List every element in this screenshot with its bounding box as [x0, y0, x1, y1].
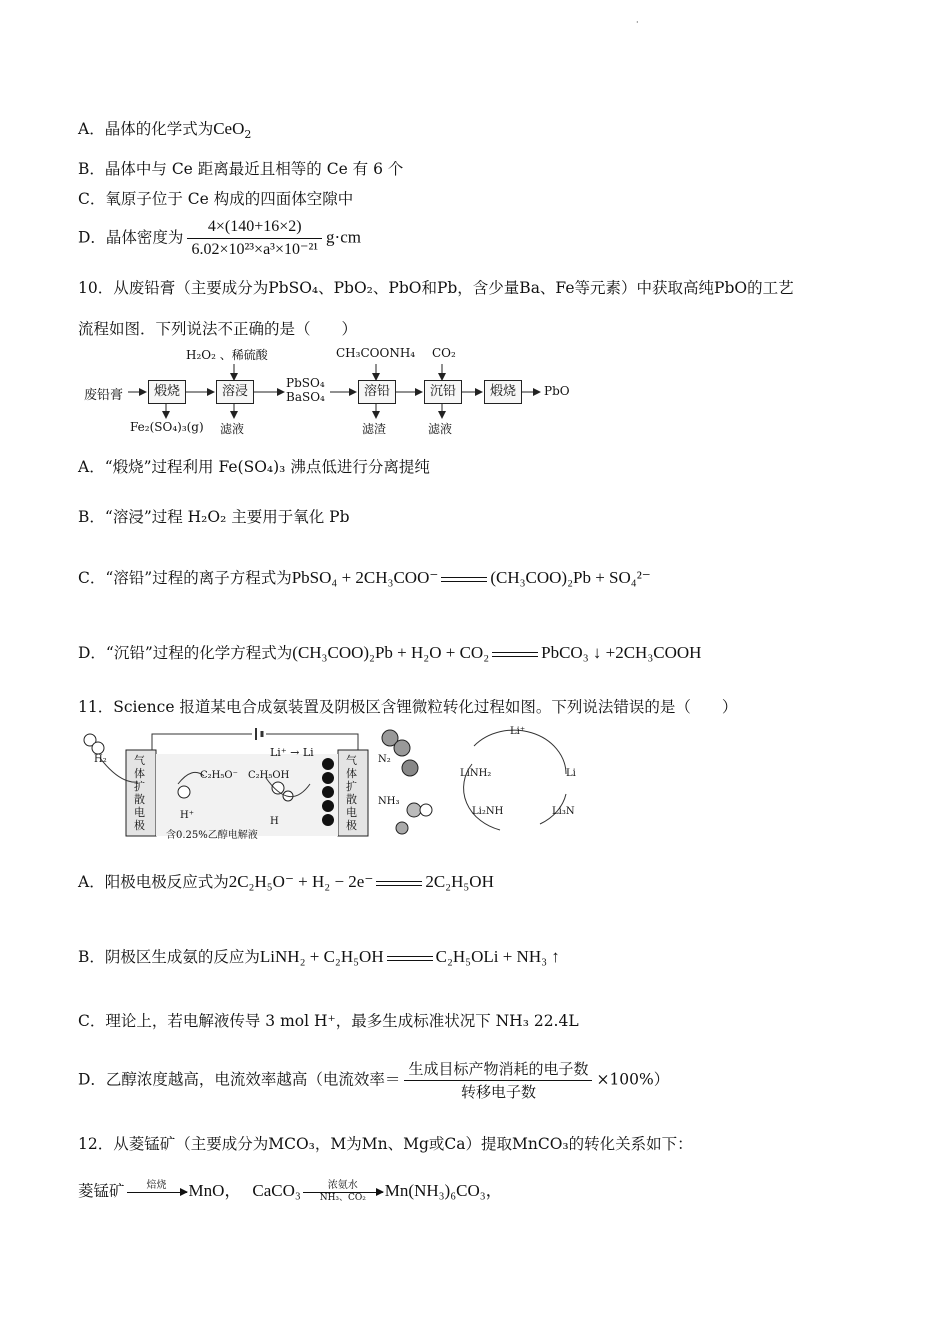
- q11-option-a: [78, 871, 494, 893]
- q10-option-b: B．“溶浸”过程 H₂O₂ 主要用于氧化 Pb: [78, 508, 350, 526]
- q11-option-d: [78, 1058, 669, 1103]
- flow-out-precipitate: 滤液: [428, 422, 453, 436]
- flow-box-dissolve-lead: 溶铅: [358, 380, 396, 404]
- q10-option-a: A．“煅烧”过程利用 Fe(SO₄)₃ 沸点低进行分离提纯: [78, 458, 430, 476]
- q10-option-d-products: PbCO₃ ↓ +2CH₃COOH: [541, 643, 702, 662]
- header-dot: ·: [636, 18, 639, 27]
- q11-option-c: C．理论上，若电解液传导 3 mol H⁺，最多生成标准状况下 NH₃ 22.4L: [78, 1012, 579, 1030]
- efficiency-denominator: 转移电子数: [460, 1083, 536, 1101]
- q9-density-fraction: [187, 216, 322, 261]
- flow-out-dissolve: 滤渣: [362, 422, 387, 436]
- q11-option-d-text: D．乙醇浓度越高，电流效率越高（电流效率＝: [78, 1070, 401, 1089]
- q11-option-b: [78, 946, 560, 968]
- q9-option-d-text: D．晶体密度为: [78, 228, 184, 247]
- q11-stem: 11．Science 报道某电合成氨装置及阴极区含锂微粒转化过程如图。下列说法错误的是（ ）: [78, 698, 738, 716]
- q10-option-c-reactants: PbSO₄ + 2CH₃COO⁻: [291, 568, 439, 587]
- rxn2-condition-bottom: NH₃、CO₂: [319, 1193, 366, 1203]
- equals-sign: [387, 956, 433, 961]
- rxn2-start: CaCO₃: [252, 1181, 301, 1200]
- flow-out-calcine: Fe₂(SO₄)₃(g): [130, 420, 204, 434]
- flow-box-leach: 溶浸: [216, 380, 254, 404]
- q9-option-a-subscript: 2: [244, 128, 252, 142]
- label-ethanol: C₂H₅OH: [248, 770, 290, 781]
- q10-stem-line1: 10．从废铅膏（主要成分为PbSO₄、PbO₂、PbO和Pb，含少量Ba、Fe等元素）中获取高纯PbO的工艺: [78, 279, 794, 297]
- q9-option-c: C．氧原子位于 Ce 构成的四面体空隙中: [78, 190, 354, 208]
- label-electrolyte: 含0.25%乙醇电解液: [166, 830, 258, 841]
- cycle-li-ion: Li⁺: [510, 726, 526, 737]
- label-li-reduction: Li⁺ → Li: [270, 746, 314, 759]
- q10-option-d-reactants: (CH₃COO)₂Pb + H₂O + CO₂: [292, 643, 490, 662]
- q9-density-numerator: 4×(140+16×2): [187, 216, 322, 239]
- flow-start: 废铅膏: [84, 388, 124, 403]
- cycle-li2nh: Li₂NH: [472, 806, 504, 817]
- q10-stem-line2: 流程如图．下列说法不正确的是（ ）: [78, 320, 358, 338]
- q10-option-d: [78, 642, 701, 664]
- electrolysis-drawing: [80, 724, 580, 842]
- q11-option-a-products: 2C₂H₅OH: [425, 872, 494, 891]
- arrow-shaft: [127, 1192, 187, 1193]
- q9-option-a-text: A．晶体的化学式为: [78, 120, 214, 138]
- label-ethoxide: C₂H₅O⁻: [200, 770, 238, 781]
- q10-flow-diagram: [80, 340, 580, 440]
- label-h2: H₂: [94, 754, 107, 765]
- q10-option-c-products: (CH₃COO)₂Pb + SO₄²⁻: [490, 568, 651, 587]
- flow-box-calcine-final: 煅烧: [484, 380, 522, 404]
- rxn2-arrow: [303, 1180, 383, 1204]
- cycle-li3n: Li₃N: [552, 806, 575, 817]
- flow-reagent-dissolve: CH₃COONH₄: [336, 346, 416, 360]
- cycle-linh2: LiNH₂: [460, 768, 492, 779]
- flow-mid-solids: PbSO₄ BaSO₄: [286, 376, 325, 404]
- rxn2-condition-top: 浓氨水: [327, 1180, 358, 1191]
- q9-option-a: [78, 118, 251, 146]
- q10-option-d-text: D．“沉铅”过程的化学方程式为: [78, 644, 293, 662]
- flow-reagent-leach: H₂O₂ 、稀硫酸: [186, 348, 268, 362]
- efficiency-numerator: 生成目标产物消耗的电子数: [404, 1058, 592, 1081]
- label-left-electrode: 气体扩散电极: [134, 754, 145, 832]
- label-nh3: NH₃: [378, 796, 400, 807]
- flow-end-product: PbO: [544, 384, 570, 398]
- rxn1-start: 菱锰矿: [78, 1182, 125, 1200]
- equals-sign: [492, 652, 538, 657]
- cycle-li: Li: [566, 768, 576, 779]
- q11-option-a-reactants: 2C₂H₅O⁻ + H₂ − 2e⁻: [228, 872, 374, 891]
- current-efficiency-fraction: [404, 1058, 592, 1103]
- label-right-electrode: 气体扩散电极: [346, 754, 357, 832]
- q9-density-unit: g·cm: [326, 227, 361, 247]
- label-h-plus: H⁺: [180, 810, 194, 821]
- q12-stem: 12．从菱锰矿（主要成分为MCO₃，M为Mn、Mg或Ca）提取MnCO₃的转化关系如下：: [78, 1135, 693, 1153]
- flow-out-leach: 滤液: [220, 422, 245, 436]
- q9-option-b: B．晶体中与 Ce 距离最近且相等的 Ce 有 6 个: [78, 160, 404, 178]
- flow-box-precipitate-lead: 沉铅: [424, 380, 462, 404]
- equals-sign: [441, 577, 487, 582]
- q11-electrolysis-diagram: [80, 724, 580, 842]
- q11-option-b-reactants: LiNH₂ + C₂H₅OH: [259, 947, 384, 966]
- rxn1-arrow: [127, 1180, 187, 1204]
- q10-option-c-text: C．“溶铅”过程的离子方程式为: [78, 569, 292, 587]
- q10-option-c: [78, 567, 651, 589]
- rxn1-condition: 焙烧: [146, 1180, 167, 1191]
- q11-option-a-text: A．阳极电极反应式为: [78, 873, 229, 891]
- q9-option-a-formula: CeO: [213, 119, 245, 138]
- q9-option-d: [78, 216, 361, 261]
- equals-sign: [376, 881, 422, 886]
- q11-option-b-products: C₂H₅OLi + NH₃ ↑: [435, 947, 560, 966]
- rxn1-product: MnO，: [188, 1181, 242, 1200]
- q12-reactions: [78, 1180, 503, 1204]
- flow-reagent-precipitate: CO₂: [432, 346, 456, 360]
- flow-box-calcine: 煅烧: [148, 380, 186, 404]
- q11-option-b-text: B．阴极区生成氨的反应为: [78, 948, 260, 966]
- rxn2-product: Mn(NH₃)₆CO₃，: [384, 1181, 503, 1200]
- label-h: H: [270, 816, 279, 827]
- q11-option-d-tail: ×100%）: [596, 1070, 670, 1089]
- q9-density-denominator: 6.02×10²³×a³×10⁻²¹: [191, 241, 319, 258]
- arrow-shaft: [303, 1192, 383, 1193]
- label-n2: N₂: [378, 754, 391, 765]
